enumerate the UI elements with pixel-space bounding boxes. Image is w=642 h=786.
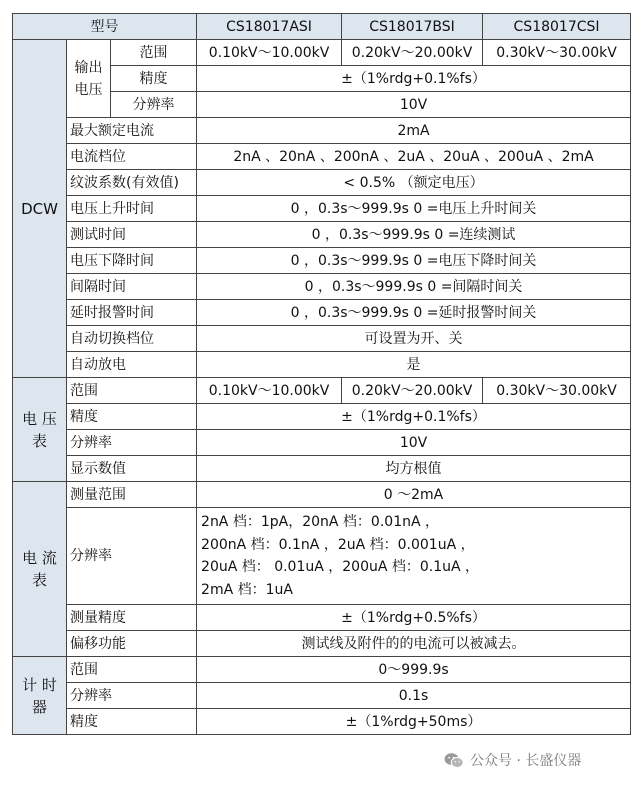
interval-label: 间隔时间 [67,274,197,300]
table-row [13,274,631,300]
ov-range-bsi: 0.20kV～20.00kV [342,40,483,66]
vm-accuracy-value: ±（1%rdg+0.1%fs） [197,404,631,430]
auto-range-label: 自动切换档位 [67,326,197,352]
auto-discharge-value: 是 [197,352,631,378]
table-row [13,118,631,144]
ov-range-asi: 0.10kV～10.00kV [197,40,342,66]
table-row [13,430,631,456]
vm-range-label: 范围 [67,378,197,404]
table-row [13,631,631,657]
table-row [13,482,631,508]
table-row [13,300,631,326]
auto-discharge-label: 自动放电 [67,352,197,378]
current-ranges-value: 2nA 、20nA 、200nA 、2uA 、20uA 、200uA 、2mA [197,144,631,170]
am-range-value: 0 ～2mA [197,482,631,508]
table-row [13,352,631,378]
fall-time-label: 电压下降时间 [67,248,197,274]
table-row [13,605,631,631]
ov-range-csi: 0.30kV～30.00kV [483,40,631,66]
ripple-label: 纹波系数(有效值) [67,170,197,196]
am-offset-label: 偏移功能 [67,631,197,657]
am-resolution-line: 20uA 档： 0.01uA ，200uA 档：0.1uA ， [201,559,480,575]
table-row [13,508,631,605]
timer-resolution-label: 分辨率 [67,683,197,709]
watermark [444,748,581,772]
am-accuracy-label: 测量精度 [67,605,197,631]
max-current-value: 2mA [197,118,631,144]
ripple-value: < 0.5% （额定电压） [197,170,631,196]
am-accuracy-value: ±（1%rdg+0.5%fs） [197,605,631,631]
table-row [13,40,631,66]
timer-range-label: 范围 [67,657,197,683]
timer-range-value: 0～999.9s [197,657,631,683]
table-row [13,404,631,430]
table-row [13,683,631,709]
table-row [13,222,631,248]
delay-alarm-value: 0 ，0.3s～999.9s 0 =延时报警时间关 [197,300,631,326]
test-time-label: 测试时间 [67,222,197,248]
table-row [13,144,631,170]
am-resolution-line: 2mA 档：1uA [201,581,293,598]
table-row [13,378,631,404]
spec-table [12,13,631,735]
ov-resolution-value: 10V [197,92,631,118]
ov-accuracy-value: ±（1%rdg+0.1%fs） [197,66,631,92]
wechat-icon [444,752,464,769]
max-current-label: 最大额定电流 [67,118,197,144]
rise-time-value: 0 ，0.3s～999.9s 0 =电压上升时间关 [197,196,631,222]
am-resolution-label: 分辨率 [67,508,197,605]
model-bsi: CS18017BSI [342,14,483,40]
am-resolution-line: 200nA 档：0.1nA ，2uA 档：0.001uA ， [201,536,475,553]
am-resolution-line: 2nA 档：1pA，20nA 档：0.01nA ， [201,514,439,530]
ammeter-group-label: 电 流 表 [13,482,67,657]
table-row [13,196,631,222]
timer-group-label: 计 时 器 [13,657,67,735]
rise-time-label: 电压上升时间 [67,196,197,222]
interval-value: 0 ，0.3s～999.9s 0 =间隔时间关 [197,274,631,300]
table-row [13,248,631,274]
model-asi: CS18017ASI [197,14,342,40]
vm-resolution-label: 分辨率 [67,430,197,456]
current-ranges-label: 电流档位 [67,144,197,170]
am-offset-value: 测试线及附件的的电流可以被减去。 [197,631,631,657]
ov-resolution-label: 分辨率 [111,92,197,118]
output-voltage-label: 输出 电压 [67,40,111,118]
am-range-label: 测量范围 [67,482,197,508]
table-row [13,326,631,352]
model-header: 型号 [13,14,197,40]
auto-range-value: 可设置为开、关 [197,326,631,352]
model-csi: CS18017CSI [483,14,631,40]
table-row [13,709,631,735]
dcw-group-label: DCW [13,40,67,378]
fall-time-value: 0 ，0.3s～999.9s 0 =电压下降时间关 [197,248,631,274]
timer-accuracy-label: 精度 [67,709,197,735]
vm-display-label: 显示数值 [67,456,197,482]
test-time-value: 0 ，0.3s～999.9s 0 =连续测试 [197,222,631,248]
delay-alarm-label: 延时报警时间 [67,300,197,326]
table-header-row [13,14,631,40]
ov-accuracy-label: 精度 [111,66,197,92]
table-row [13,170,631,196]
vm-range-asi: 0.10kV～10.00kV [197,378,342,404]
am-resolution-value [197,508,631,605]
vm-range-bsi: 0.20kV～20.00kV [342,378,483,404]
table-row [13,456,631,482]
vm-resolution-value: 10V [197,430,631,456]
table-row [13,657,631,683]
vm-range-csi: 0.30kV～30.00kV [483,378,631,404]
timer-accuracy-value: ±（1%rdg+50ms） [197,709,631,735]
timer-resolution-value: 0.1s [197,683,631,709]
ov-range-label: 范围 [111,40,197,66]
vm-display-value: 均方根值 [197,456,631,482]
vm-accuracy-label: 精度 [67,404,197,430]
voltmeter-group-label: 电 压 表 [13,378,67,482]
watermark-text: 公众号 · 长盛仪器 [470,753,582,769]
